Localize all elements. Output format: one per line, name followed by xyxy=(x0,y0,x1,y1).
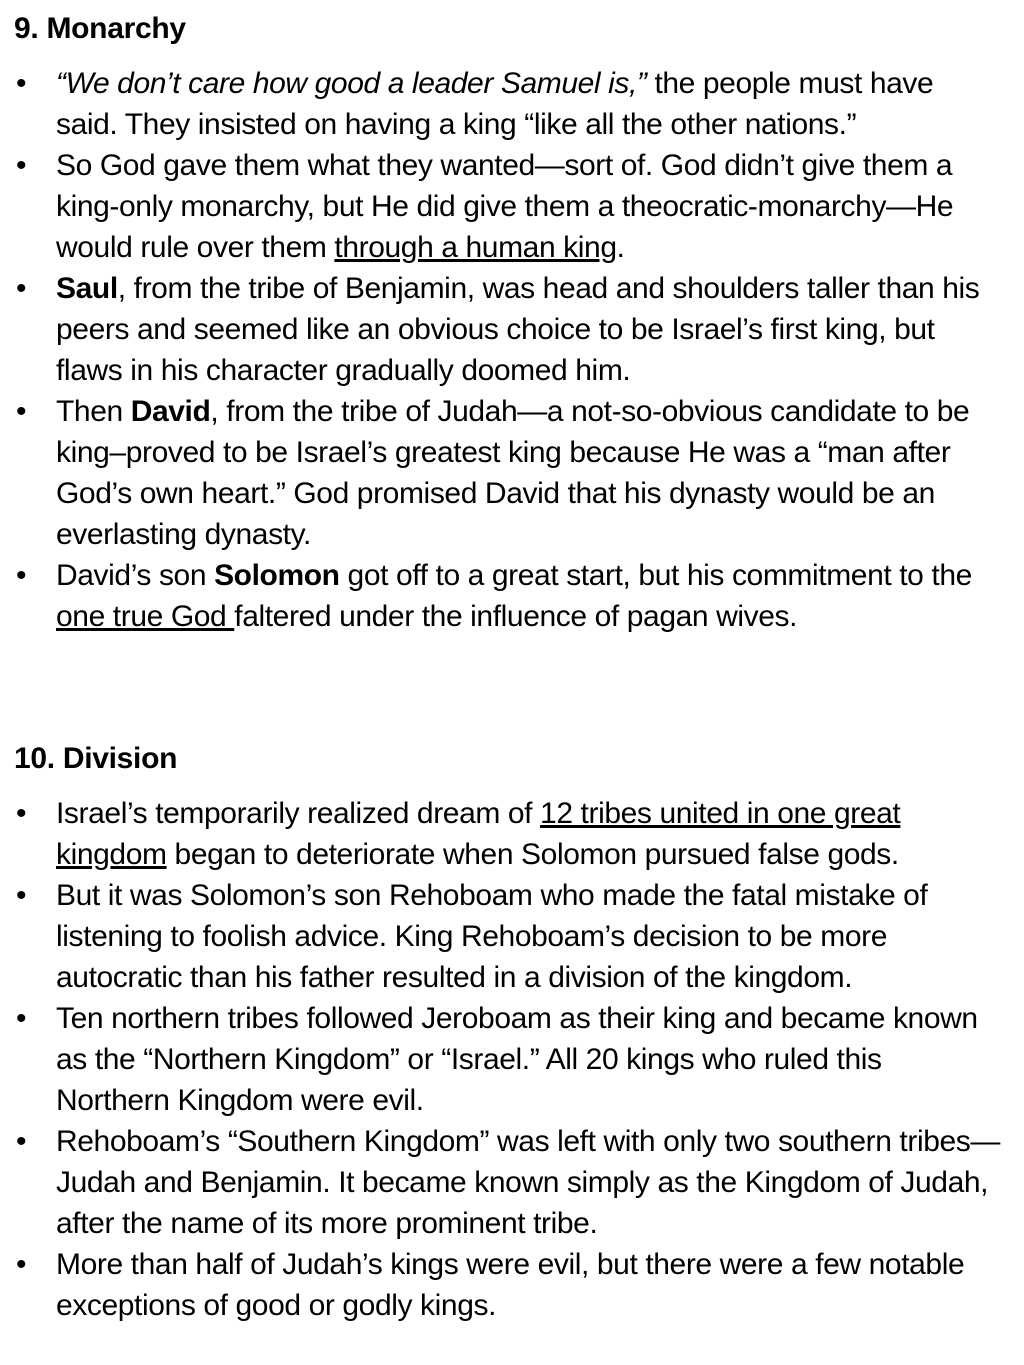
bullet-text: Israel’s temporarily realized dream of xyxy=(56,797,541,830)
bullet-marker: • xyxy=(15,395,27,428)
section-heading-division: 10. Division xyxy=(14,742,178,775)
bullet-marker: • xyxy=(15,272,27,305)
bullet-text: But it was Solomon’s son Rehoboam who made the fatal mistake of listening to foolish advice. King Rehoboam’s decision to be more autocratic than his father resulted in a division of the kingdom. xyxy=(56,879,928,994)
list-item xyxy=(0,145,1024,268)
bullet-marker: • xyxy=(15,149,27,182)
bullet-text: faltered under the influence of pagan wives. xyxy=(234,600,798,633)
list-item xyxy=(0,391,1024,555)
bullet-text: . xyxy=(616,231,625,264)
bullet-marker: • xyxy=(15,67,27,100)
bullet-text: Ten northern tribes followed Jeroboam as their king and became known as the “Northern Kingdom” or “Israel.” All 20 kings who ruled this Northern Kingdom were evil. xyxy=(56,1002,978,1117)
bullet-list-monarchy xyxy=(0,63,1024,637)
list-item xyxy=(0,875,1024,998)
underlined-text: 12 tribes united in one great kingdom xyxy=(56,797,901,871)
bullet-text: More than half of Judah’s kings were evil, but there were a few notable exceptions of good or godly kings. xyxy=(56,1248,965,1322)
bullet-text: , from the tribe of Benjamin, was head and shoulders taller than his peers and seemed like an obvious choice to be Israel’s first king, but flaws in his character gradually doomed him. xyxy=(56,272,980,387)
bullet-marker: • xyxy=(15,797,27,830)
section-monarchy xyxy=(0,8,1024,637)
bold-name-solomon: Solomon xyxy=(214,559,340,592)
section-division xyxy=(0,738,1024,1326)
bullet-marker: • xyxy=(15,879,27,912)
underlined-text: through a human king xyxy=(334,231,617,264)
bullet-text: began to deteriorate when Solomon pursued false gods. xyxy=(166,838,899,871)
list-item xyxy=(0,1121,1024,1244)
bullet-text: David’s son xyxy=(56,559,215,592)
bullet-text: , from the tribe of Judah—a not-so-obvious candidate to be king–proved to be Israel’s greatest king because He was a “man after God’s own heart.” God promised David that his dynasty would be an everlasting dynasty. xyxy=(56,395,970,551)
bullet-marker: • xyxy=(15,1125,27,1158)
bullet-text: Rehoboam’s “Southern Kingdom” was left with only two southern tribes—Judah and Benjamin. It became known simply as the Kingdom of Judah, after the name of its more prominent tribe. xyxy=(56,1125,1000,1240)
list-item xyxy=(0,555,1024,637)
list-item xyxy=(0,63,1024,145)
bold-name-saul: Saul xyxy=(56,272,118,305)
bullet-text: So God gave them what they wanted—sort of. God didn’t give them a king-only monarchy, but He did give them a theocratic-monarchy—He would rule over them xyxy=(56,149,954,264)
section-heading-monarchy: 9. Monarchy xyxy=(14,12,186,45)
bullet-list-division xyxy=(0,793,1024,1326)
bullet-marker: • xyxy=(15,1248,27,1281)
bullet-text: Then xyxy=(56,395,131,428)
underlined-text: one true God xyxy=(56,600,235,633)
list-item xyxy=(0,793,1024,875)
quote-text: “We don’t care how good a leader Samuel is,” xyxy=(56,67,647,100)
list-item xyxy=(0,1244,1024,1326)
bold-name-david: David xyxy=(130,395,211,428)
list-item xyxy=(0,268,1024,391)
bullet-marker: • xyxy=(15,1002,27,1035)
list-item xyxy=(0,998,1024,1121)
bullet-marker: • xyxy=(15,559,27,592)
bullet-text: the people must have said. They insisted on having a king “like all the other nations.” xyxy=(56,67,934,141)
bullet-text: got off to a great start, but his commitment to the xyxy=(339,559,972,592)
